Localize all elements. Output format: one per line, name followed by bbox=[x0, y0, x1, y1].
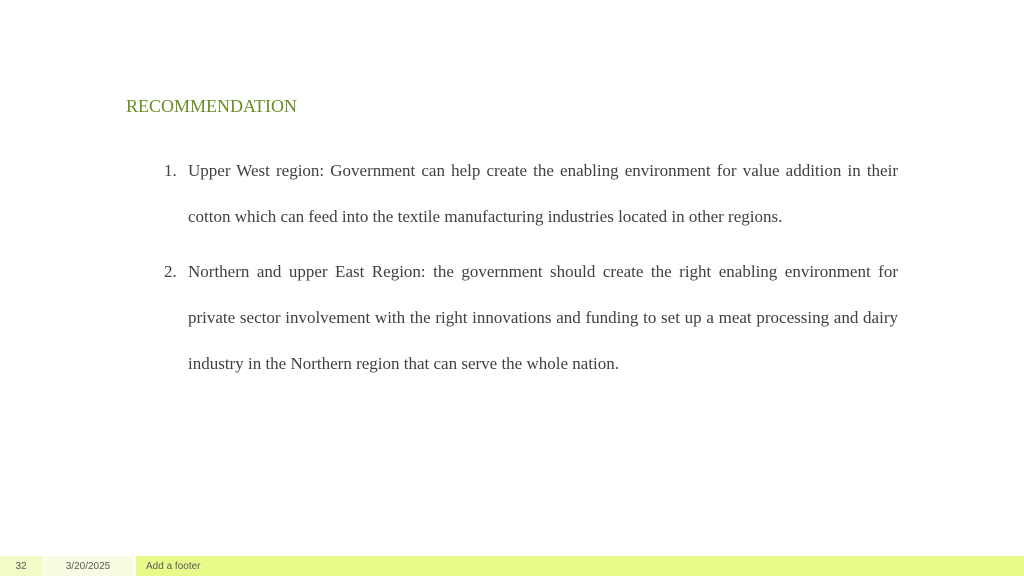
footer-bar bbox=[0, 556, 1024, 576]
list-item bbox=[164, 148, 898, 240]
slide-title: RECOMMENDATION bbox=[126, 96, 297, 116]
list-item bbox=[164, 249, 898, 387]
footer-date: 3/20/2025 bbox=[42, 556, 134, 576]
list-item-number: 1. bbox=[164, 161, 177, 180]
recommendation-list bbox=[164, 148, 898, 396]
footer-text[interactable]: Add a footer bbox=[136, 556, 1024, 576]
footer-page-number: 32 bbox=[0, 556, 42, 576]
list-item-text: Upper West region: Government can help create the enabling environment for value addition in their cotton which can feed into the textile manufacturing industries located in other regions. bbox=[188, 161, 898, 226]
list-item-text: Northern and upper East Region: the government should create the right enabling environment for private sector involvement with the right innovations and funding to set up a meat processing and dairy industry in the Northern region that can serve the whole nation. bbox=[188, 262, 898, 373]
list-item-number: 2. bbox=[164, 262, 177, 281]
